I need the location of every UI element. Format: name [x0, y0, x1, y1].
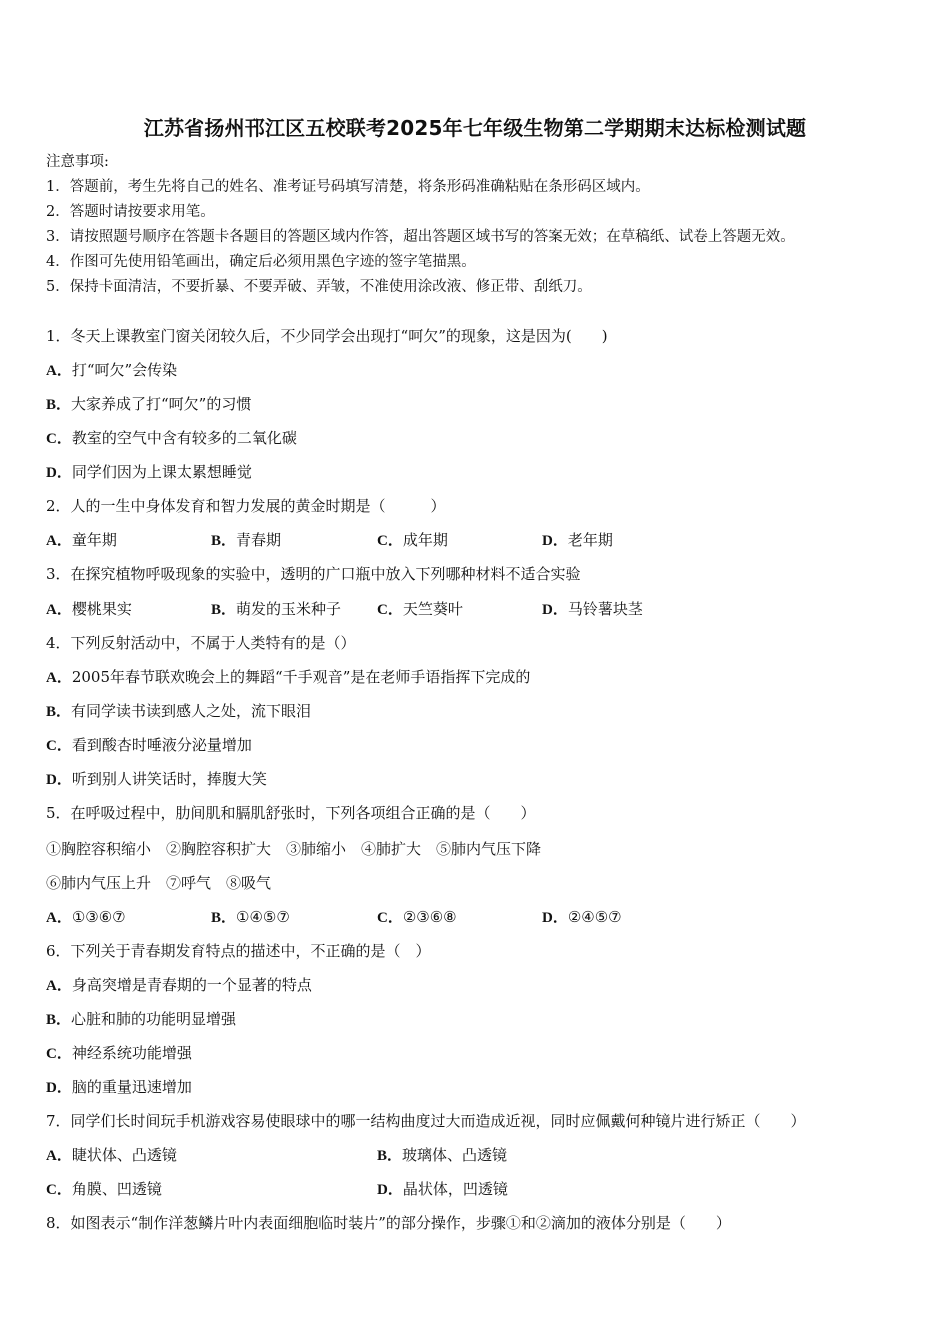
option-label: B．: [211, 533, 237, 549]
option-label: A．: [46, 602, 72, 618]
question-6-option-d: [46, 1077, 192, 1098]
notice-item: 5．保持卡面清洁，不要折暴、不要弄破、弄皱，不准使用涂改液、修正带、刮纸刀。: [46, 279, 592, 295]
option-label: C．: [377, 910, 403, 926]
option-label: D．: [542, 910, 568, 926]
option-label: B．: [377, 1148, 403, 1164]
notice-item: 1．答题前，考生先将自己的姓名、准考证号码填写清楚，将条形码准确粘贴在条形码区域内。: [46, 179, 650, 195]
option-text: 有同学读书读到感人之处，流下眼泪: [71, 702, 312, 720]
option-text: ①③⑥⑦: [71, 908, 126, 926]
option-text: 打“呵欠”会传染: [71, 361, 178, 379]
option-label: A．: [46, 910, 72, 926]
option-text: 老年期: [567, 531, 613, 549]
question-4-option-a: [46, 667, 530, 688]
option-label: A．: [46, 533, 72, 549]
notice-item: 2．答题时请按要求用笔。: [46, 204, 215, 220]
question-1-option-d: [46, 462, 252, 483]
option-text: ②③⑥⑧: [402, 908, 457, 926]
question-5-items-line: ⑥肺内气压上升 ⑦呼气 ⑧吸气: [46, 874, 272, 892]
option-label: A．: [46, 978, 72, 994]
option-label: D．: [46, 772, 72, 788]
option-label: C．: [46, 1046, 72, 1062]
option-label: A．: [46, 363, 72, 379]
question-1-option-a: [46, 360, 177, 381]
option-text: 看到酸杏时唾液分泌量增加: [71, 736, 252, 754]
question-2-option-a: [46, 530, 117, 551]
notice-heading: 注意事项:: [46, 154, 109, 170]
question-1-option-c: [46, 428, 297, 449]
option-label: B．: [46, 1012, 72, 1028]
option-text: 脑的重量迅速增加: [71, 1078, 192, 1096]
question-1-stem: 1．冬天上课教室门窗关闭较久后，不少同学会出现打“呵欠”的现象，这是因为( ): [46, 327, 608, 345]
question-5-option-a: [46, 907, 126, 928]
option-text: 青春期: [236, 531, 282, 549]
option-label: D．: [46, 1080, 72, 1096]
question-5-option-c: [377, 907, 457, 928]
question-5-stem: 5．在呼吸过程中，肋间肌和膈肌舒张时，下列各项组合正确的是（ ）: [46, 804, 536, 822]
question-8-stem: 8．如图表示“制作洋葱鳞片叶内表面细胞临时装片”的部分操作，步骤①和②滴加的液体分别是（ ）: [46, 1214, 731, 1232]
option-label: B．: [211, 910, 237, 926]
option-text: 睫状体、凸透镜: [71, 1146, 177, 1164]
option-text: ①④⑤⑦: [236, 908, 290, 926]
question-7-option-d: [377, 1179, 508, 1200]
question-3-option-d: [542, 599, 643, 620]
question-4-option-b: [46, 701, 311, 722]
option-text: 教室的空气中含有较多的二氧化碳: [71, 429, 297, 447]
option-label: D．: [542, 533, 568, 549]
option-text: 大家养成了打“呵欠”的习惯: [71, 395, 252, 413]
question-5-option-b: [211, 907, 290, 928]
question-2-option-d: [542, 530, 613, 551]
question-6-option-a: [46, 975, 312, 996]
option-text: 角膜、凹透镜: [71, 1180, 162, 1198]
option-label: B．: [211, 602, 237, 618]
question-6-option-c: [46, 1043, 192, 1064]
question-4-stem: 4．下列反射活动中，不属于人类特有的是（）: [46, 634, 356, 652]
option-text: 马铃薯块茎: [567, 600, 643, 618]
option-label: A．: [46, 1148, 72, 1164]
option-text: 晶状体，凹透镜: [402, 1180, 508, 1198]
option-text: 神经系统功能增强: [71, 1044, 192, 1062]
option-text: 玻璃体、凸透镜: [402, 1146, 508, 1164]
question-4-option-d: [46, 769, 267, 790]
option-label: C．: [377, 602, 403, 618]
option-label: D．: [542, 602, 568, 618]
option-label: C．: [46, 1182, 72, 1198]
notice-item: 3．请按照题号顺序在答题卡各题目的答题区域内作答，超出答题区域书写的答案无效；在草稿纸、试卷上答题无效。: [46, 229, 795, 245]
option-text: ②④⑤⑦: [567, 908, 622, 926]
question-1-option-b: [46, 394, 251, 415]
option-text: 同学们因为上课太累想睡觉: [71, 463, 252, 481]
option-label: A．: [46, 670, 72, 686]
question-5-option-d: [542, 907, 622, 928]
question-7-stem: 7．同学们长时间玩手机游戏容易使眼球中的哪一结构曲度过大而造成近视，同时应佩戴何种镜片进行矫正（ ）: [46, 1112, 806, 1130]
option-label: C．: [46, 738, 72, 754]
option-text: 童年期: [71, 531, 117, 549]
option-label: B．: [46, 704, 72, 720]
question-7-option-b: [377, 1145, 507, 1166]
exam-title: 江苏省扬州邗江区五校联考2025年七年级生物第二学期期末达标检测试题: [143, 116, 807, 140]
option-text: 听到别人讲笑话时，捧腹大笑: [71, 770, 267, 788]
option-label: D．: [377, 1182, 403, 1198]
option-text: 身高突增是青春期的一个显著的特点: [71, 976, 312, 994]
option-text: 2005年春节联欢晚会上的舞蹈“千手观音”是在老师手语指挥下完成的: [71, 668, 531, 686]
option-label: C．: [377, 533, 403, 549]
question-2-stem: 2．人的一生中身体发育和智力发展的黄金时期是（ ）: [46, 497, 446, 515]
question-6-stem: 6．下列关于青春期发育特点的描述中，不正确的是（ ）: [46, 942, 431, 960]
question-3-option-c: [377, 599, 463, 620]
option-label: B．: [46, 397, 72, 413]
option-text: 天竺葵叶: [402, 600, 463, 618]
question-7-option-c: [46, 1179, 162, 1200]
question-5-items-line: ①胸腔容积缩小 ②胸腔容积扩大 ③肺缩小 ④肺扩大 ⑤肺内气压下降: [46, 840, 542, 858]
question-2-option-b: [211, 530, 281, 551]
question-2-option-c: [377, 530, 448, 551]
option-label: D．: [46, 465, 72, 481]
question-3-option-b: [211, 599, 341, 620]
option-text: 成年期: [402, 531, 448, 549]
option-label: C．: [46, 431, 72, 447]
notice-item: 4．作图可先使用铅笔画出，确定后必须用黑色字迹的签字笔描黑。: [46, 254, 476, 270]
option-text: 樱桃果实: [71, 600, 132, 618]
question-3-stem: 3．在探究植物呼吸现象的实验中，透明的广口瓶中放入下列哪种材料不适合实验: [46, 565, 581, 583]
question-3-option-a: [46, 599, 132, 620]
option-text: 心脏和肺的功能明显增强: [71, 1010, 237, 1028]
option-text: 萌发的玉米种子: [236, 600, 342, 618]
question-6-option-b: [46, 1009, 236, 1030]
question-7-option-a: [46, 1145, 177, 1166]
question-4-option-c: [46, 735, 252, 756]
